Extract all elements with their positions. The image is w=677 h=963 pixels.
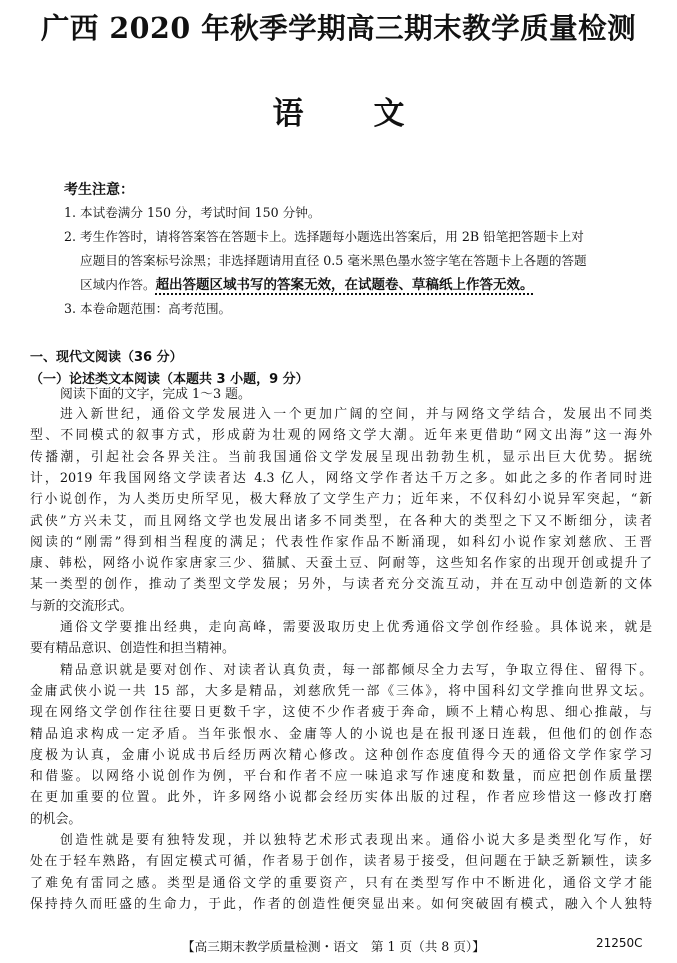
passage-line: 金庸武侠小说一共 15 部，大多是精品，刘慈欣凭一部《三体》，将中国科幻文学推向世界文坛。 (30, 683, 652, 699)
note-item-2-line-1: 2. 考生作答时，请将答案答在答题卡上。选择题每小题选出答案后，用 2B 铅笔把答题卡上对 (64, 229, 584, 244)
passage-line: 创造性就是要有独特发现，并以独特艺术形式表现出来。通俗小说大多是类型化写作，好 (60, 833, 652, 848)
footer-code: 21250C (596, 936, 643, 950)
instruction-text: 阅读下面的文字，完成 1～3 题。 (60, 387, 251, 402)
passage-line: 武侠”方兴未艾，而且网络文学也发展出诸多不同类型，在各种大的类型之下又不断细分，读者 (30, 513, 652, 529)
passage-line: 与新的交流形式。 (30, 598, 133, 614)
passage-line: 精品意识就是要对创作、对读者认真负责，每一部都倾尽全力去写，争取立得住、留得下。 (60, 662, 652, 678)
passage-line: 某一类型的创作，推动了类型文学发展；另外，与读者充分交流互动，并在互动中创造新的文体 (30, 577, 652, 593)
passage-line: 处在于轻车熟路，有固定模式可循，作者易于创作，读者易于接受，但问题在于缺乏新颖性，读多 (30, 854, 652, 870)
passage-line: 度极为认真，金庸小说成书后经历两次精心修改。这种创作态度值得今天的通俗文学作家学习 (30, 747, 652, 763)
passage-line: 通俗文学要推出经典，走向高峰，需要汲取历史上优秀通俗文学创作经验。具体说来，就是 (60, 620, 652, 635)
footer-page-info: 【高三期末教学质量检测・语文 第 1 页（共 8 页）】 (182, 939, 485, 954)
note-item-2-line-3 (80, 273, 652, 297)
notes-heading: 考生注意： (64, 182, 134, 198)
passage-line: 阅读的“刚需”得到相当程度的满足；代表性作家作品不断涌现，如科幻小说作家刘慈欣、王晋 (30, 534, 652, 550)
passage-line: 要有精品意识、创造性和担当精神。 (30, 641, 235, 657)
passage-line: 和借鉴。以网络小说创作为例，平台和作者不应一味追求写作速度和数量，而应把创作质量摆 (30, 769, 652, 785)
passage-line: 传播潮，引起社会各界关注。当前我国通俗文学发展呈现出勃勃生机，显示出巨大优势。据统 (30, 449, 652, 465)
note-item-2-line-2: 应题目的答案标号涂黑；非选择题请用直径 0.5 毫米黑色墨水签字笔在答题卡上各题的答题 (80, 253, 587, 268)
note-item-1: 1. 本试卷满分 150 分，考试时间 150 分钟。 (64, 205, 321, 220)
passage-line: 行小说创作，为人类历史所罕见，极大释放了文学生产力；近年来，不仅科幻小说异军突起，“新 (30, 492, 652, 508)
exam-title: 广西 2020 年秋季学期高三期末教学质量检测 (40, 11, 637, 45)
subject-title: 语文 (272, 96, 475, 132)
note-item-3: 3. 本卷命题范围：高考范围。 (64, 301, 232, 316)
passage-line: 了难免有雷同之感。类型是通俗文学的重要资产，只有在类型写作中不断进化，通俗文学才能 (30, 875, 652, 891)
note-emphasis: 超出答题区域书写的答案无效，在试题卷、草稿纸上作答无效。 (155, 277, 534, 293)
passage-line: 的机会。 (30, 811, 82, 827)
passage-line: 康、韩松，网络小说作家唐家三少、猫腻、天蚕土豆、阿耐等，这些知名作家的出现开创或提升了 (30, 556, 652, 572)
note-item-2-line-3-text: 区域内作答。 (80, 277, 156, 292)
passage-line: 保持持久而旺盛的生命力，于此，作者的创造性便突显出来。如何突破固有模式，融入个人独特 (30, 896, 652, 912)
passage-line: 进入新世纪，通俗文学发展进入一个更加广阔的空间，并与网络文学结合，发展出不同类 (60, 407, 652, 422)
passage-line: 在更加重要的位置。此外，许多网络小说都会经历实体出版的过程，作者应珍惜这一修改打磨 (30, 790, 652, 806)
passage-line: 现在网络文学创作往往要日更数千字，这使不少作者疲于奔命，顾不上精心构思、细心推敲，与 (30, 705, 652, 721)
passage-line: 计，2019 年我国网络文学读者达 4.3 亿人，网络文学作者达千万之多。如此之多的作者同时进 (30, 470, 652, 486)
section-heading: 一、现代文阅读（36 分） (30, 350, 183, 365)
passage-line: 精品追求构成一定矛盾。当年张恨水、金庸等人的小说也是在报刊逐日连载，但他们的创作态 (30, 726, 652, 742)
subsection-heading: （一）论述类文本阅读（本题共 3 小题，9 分） (30, 372, 309, 387)
passage-line: 型、不同模式的叙事方式，形成蔚为壮观的网络文学大潮。近年来更借助“网文出海”这一海外 (30, 428, 652, 444)
